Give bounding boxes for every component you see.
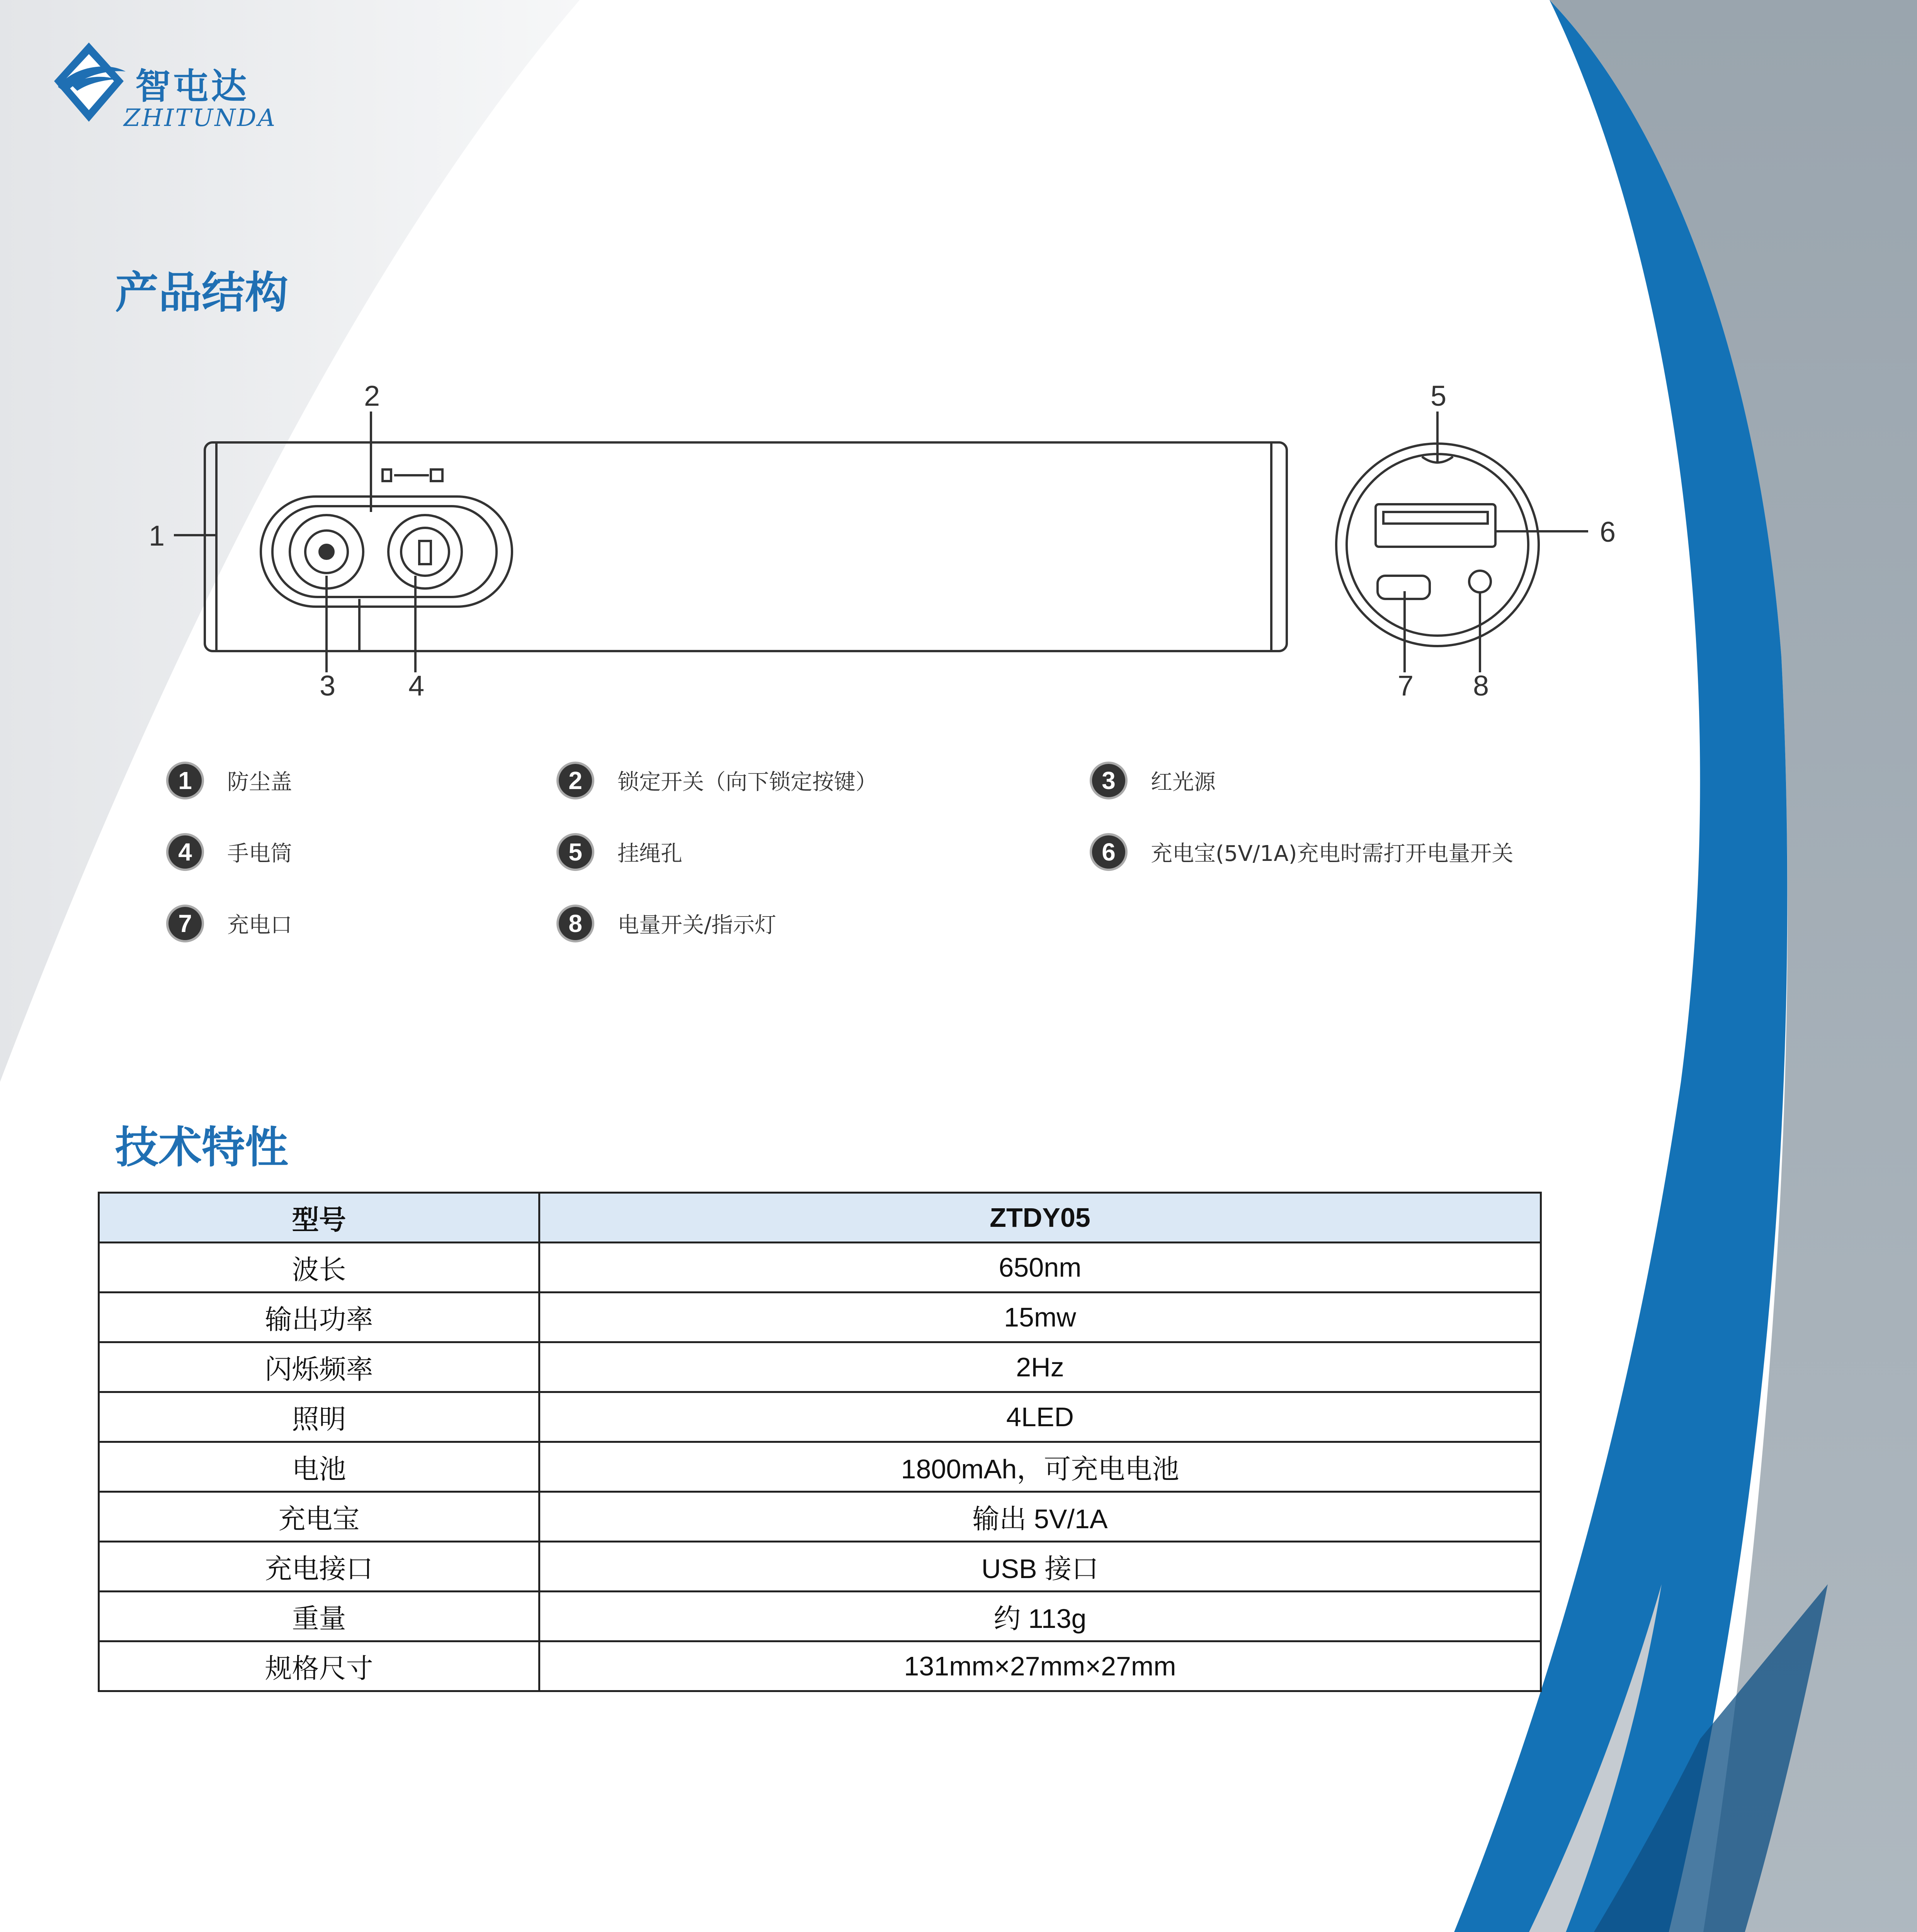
legend-label: 防尘盖: [227, 770, 292, 795]
callout-1: 1: [149, 520, 165, 552]
spec-key: 充电宝: [99, 1492, 539, 1542]
spec-key: 照明: [99, 1392, 539, 1442]
legend-label: 手电筒: [227, 841, 292, 866]
spec-value: 650nm: [539, 1243, 1541, 1293]
callout-4: 4: [408, 670, 425, 702]
legend-label: 锁定开关（向下锁定按键）: [617, 770, 877, 795]
spec-table: [98, 1192, 1542, 1692]
table-row: [99, 1293, 1541, 1342]
table-row: [99, 1342, 1541, 1392]
legend-label: 充电宝(5V/1A)充电时需打开电量开关: [1151, 841, 1514, 866]
spec-value: 约 113g: [539, 1592, 1541, 1641]
spec-value: 4LED: [539, 1392, 1541, 1442]
power-indicator: [1469, 571, 1491, 592]
spec-key: 闪烁频率: [99, 1342, 539, 1392]
usb-port: [1376, 504, 1495, 547]
table-header-value: ZTDY05: [539, 1193, 1541, 1243]
logo-chinese-text: 智屯达: [135, 66, 249, 107]
product-drawing: [128, 367, 1635, 715]
tech-specs-title: 技术特性: [115, 1122, 288, 1173]
spec-key: 充电接口: [99, 1542, 539, 1592]
spec-key: 波长: [99, 1243, 539, 1293]
callout-3: 3: [320, 670, 336, 702]
table-row: [99, 1641, 1541, 1691]
callout-8: 8: [1473, 670, 1489, 702]
callout-2: 2: [364, 380, 380, 412]
spec-value: 输出 5V/1A: [539, 1492, 1541, 1542]
legend-item: [1090, 757, 1216, 804]
legend-number-badge: 1: [166, 762, 204, 799]
legend-label: 红光源: [1151, 770, 1216, 795]
table-row: [99, 1392, 1541, 1442]
device-end-view: [1336, 444, 1539, 646]
table-row: [99, 1542, 1541, 1592]
logo-diamond-icon: [50, 39, 128, 128]
legend-item: [166, 829, 292, 875]
table-row: [99, 1442, 1541, 1492]
spec-value: 15mw: [539, 1293, 1541, 1342]
company-logo: [50, 39, 298, 139]
legend-label: 电量开关/指示灯: [617, 913, 776, 938]
spec-key: 输出功率: [99, 1293, 539, 1342]
table-row: [99, 1243, 1541, 1293]
spec-value: 1800mAh，可充电电池: [539, 1442, 1541, 1492]
spec-value: USB 接口: [539, 1542, 1541, 1592]
legend-item: [556, 829, 682, 875]
table-header-row: [99, 1193, 1541, 1243]
legend-number-badge: 3: [1090, 762, 1128, 799]
spec-key: 重量: [99, 1592, 539, 1641]
spec-key: 规格尺寸: [99, 1641, 539, 1691]
product-diagram: [128, 367, 1635, 715]
legend-number-badge: 5: [556, 833, 594, 871]
legend-number-badge: 7: [166, 905, 204, 942]
table-row: [99, 1592, 1541, 1641]
parts-legend: [166, 757, 1596, 974]
legend-number-badge: 4: [166, 833, 204, 871]
legend-number-badge: 6: [1090, 833, 1128, 871]
logo-english-text: ZHITUNDA: [124, 104, 277, 132]
spec-value: 131mm×27mm×27mm: [539, 1641, 1541, 1691]
legend-item: [1090, 829, 1513, 875]
legend-label: 挂绳孔: [617, 841, 682, 866]
flashlight-button: [388, 515, 462, 588]
legend-number-badge: 2: [556, 762, 594, 799]
legend-item: [166, 900, 292, 947]
legend-number-badge: 8: [556, 905, 594, 942]
table-header-key: 型号: [99, 1193, 539, 1243]
callout-6: 6: [1600, 516, 1616, 548]
legend-item: [556, 900, 776, 947]
callout-5: 5: [1431, 380, 1447, 412]
table-row: [99, 1492, 1541, 1542]
spec-key: 电池: [99, 1442, 539, 1492]
product-structure-title: 产品结构: [115, 268, 288, 318]
callout-7: 7: [1398, 670, 1414, 702]
spec-value: 2Hz: [539, 1342, 1541, 1392]
device-body-outline: [205, 442, 1287, 651]
legend-item: [166, 757, 292, 804]
legend-label: 充电口: [227, 913, 292, 938]
legend-item: [556, 757, 877, 804]
